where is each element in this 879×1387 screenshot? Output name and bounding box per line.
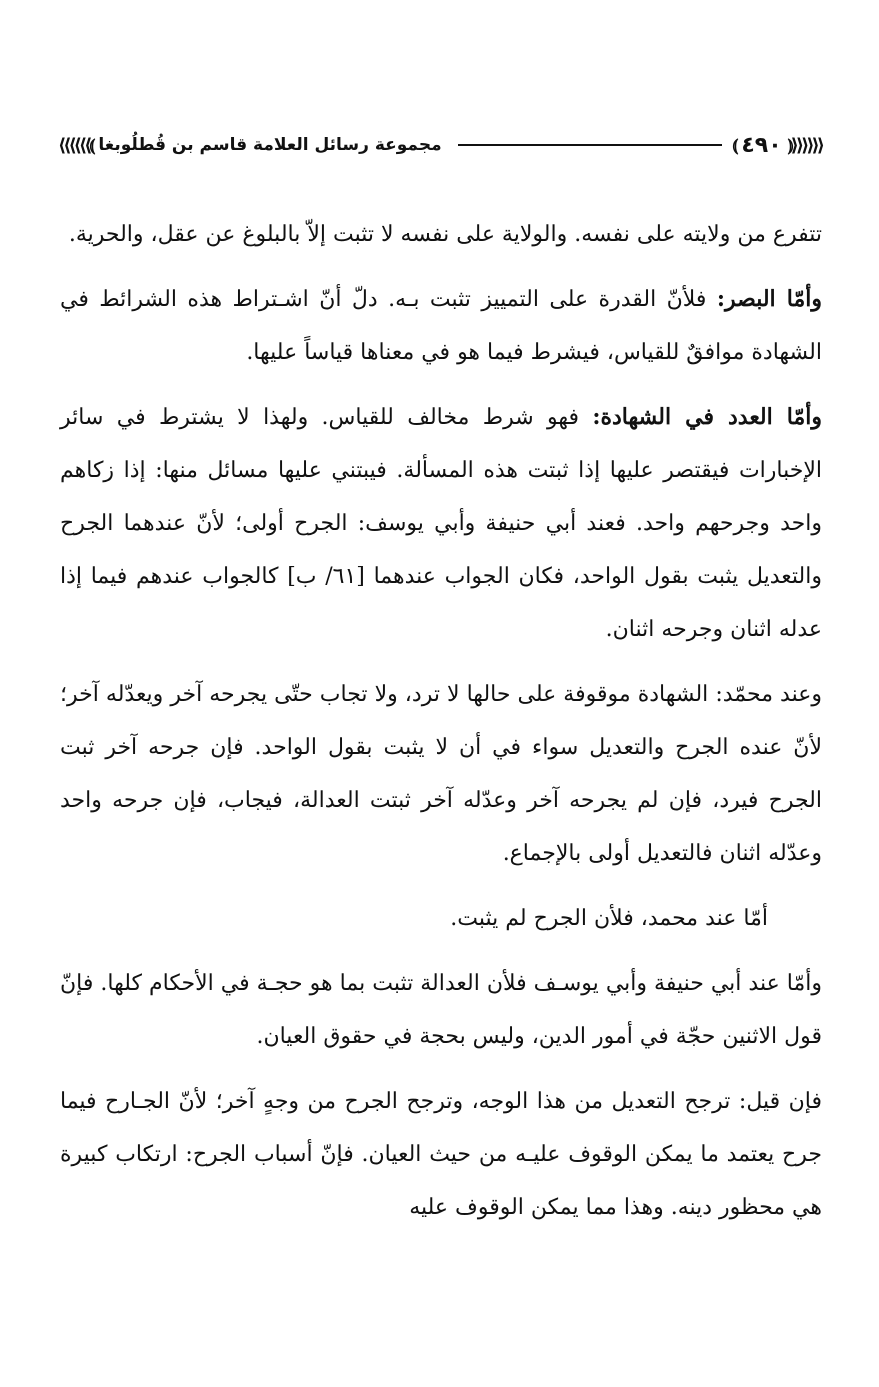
paragraph-1 (60, 208, 822, 261)
paragraph-3 (60, 391, 822, 656)
paragraph-7 (60, 1075, 822, 1234)
paragraph-text: أمّا عند محمد، فلأن الجرح لم يثبت. (450, 906, 768, 931)
paragraph-2 (60, 273, 822, 379)
page-body (60, 208, 822, 1246)
paragraph-text: وأمّا عند أبي حنيفة وأبي يوسـف فلأن العدالة تثبت بما هو حجـة في الأحكام كلها. فإنّ قول الاثنين حجّة في أمور الدين، وليس بحجة في حقوق العيان. (60, 971, 822, 1049)
paragraph-text: فهو شرط مخالف للقياس. ولهذا لا يشترط في سائر الإخبارات فيقتصر عليها إذا ثبتت هذه المسألة. فيبتني عليها مسائل منها: إذا زكاهم واحد وجرحهم واحد. فعند أبي حنيفة وأبي يوسف: الجرح أولى؛ لأنّ عندهما الجرح والتعديل يثبت بقول الواحد، فكان الجواب عندهما [٦١/ ب] كالجواب عندهم فيما إذا عدله اثنان وجرحه اثنان. (60, 405, 822, 642)
paragraph-4 (60, 668, 822, 880)
header-ornament-left: ⟨⟨⟨⟨⟨⟨⦅ (58, 134, 93, 156)
paragraph-text: فلأنّ القدرة على التمييز تثبت بـه. دلّ أنّ اشـتراط هذه الشرائط في الشهادة موافقٌ للقياس، فيشرط فيما هو في معناها قياساً عليها. (60, 287, 822, 365)
paragraph-text: فإن قيل: ترجح التعديل من هذا الوجه، وترجح الجرح من وجهٍ آخر؛ لأنّ الجـارح فيما جرح يعتمد ما يمكن الوقوف عليـه من حيث العيان. فإنّ أسباب الجرح: ارتكاب كبيرة هي محظور دينه. وهذا مما يمكن الوقوف عليه (60, 1089, 822, 1220)
paragraph-text: وعند محمّد: الشهادة موقوفة على حالها لا ترد، ولا تجاب حتّى يجرحه آخر ويعدّله آخر؛ لأنّ عنده الجرح والتعديل سواء في أن لا يثبت بقول الواحد. فإن جرحه آخر ثبت الجرح فيرد، فإن لم يجرحه آخر وعدّله آخر ثبتت العدالة، فيجاب، فإن جرحه واحد وعدّله اثنان فالتعديل أولى بالإجماع. (60, 682, 822, 866)
page-number: ٤٩٠ (741, 132, 782, 158)
paragraph-lead: وأمّا البصر: (716, 286, 822, 312)
paragraph-text: تتفرع من ولايته على نفسه. والولاية على نفسه لا تثبت إلاّ بالبلوغ عن عقل، والحرية. (68, 222, 822, 247)
header-ornament-right-close: ⦅ (732, 134, 736, 156)
paragraph-6 (60, 957, 822, 1063)
paragraph-5 (60, 892, 822, 945)
running-header (58, 128, 822, 162)
paragraph-lead: وأمّا العدد في الشهادة: (592, 404, 822, 430)
header-ornament-right: ⦆⟩⟩⟩⟩⟩⟩ (787, 134, 822, 156)
book-title: مجموعة رسائل العلامة قاسم بن قُطلُوبغا (98, 135, 442, 155)
header-rule (458, 144, 723, 146)
